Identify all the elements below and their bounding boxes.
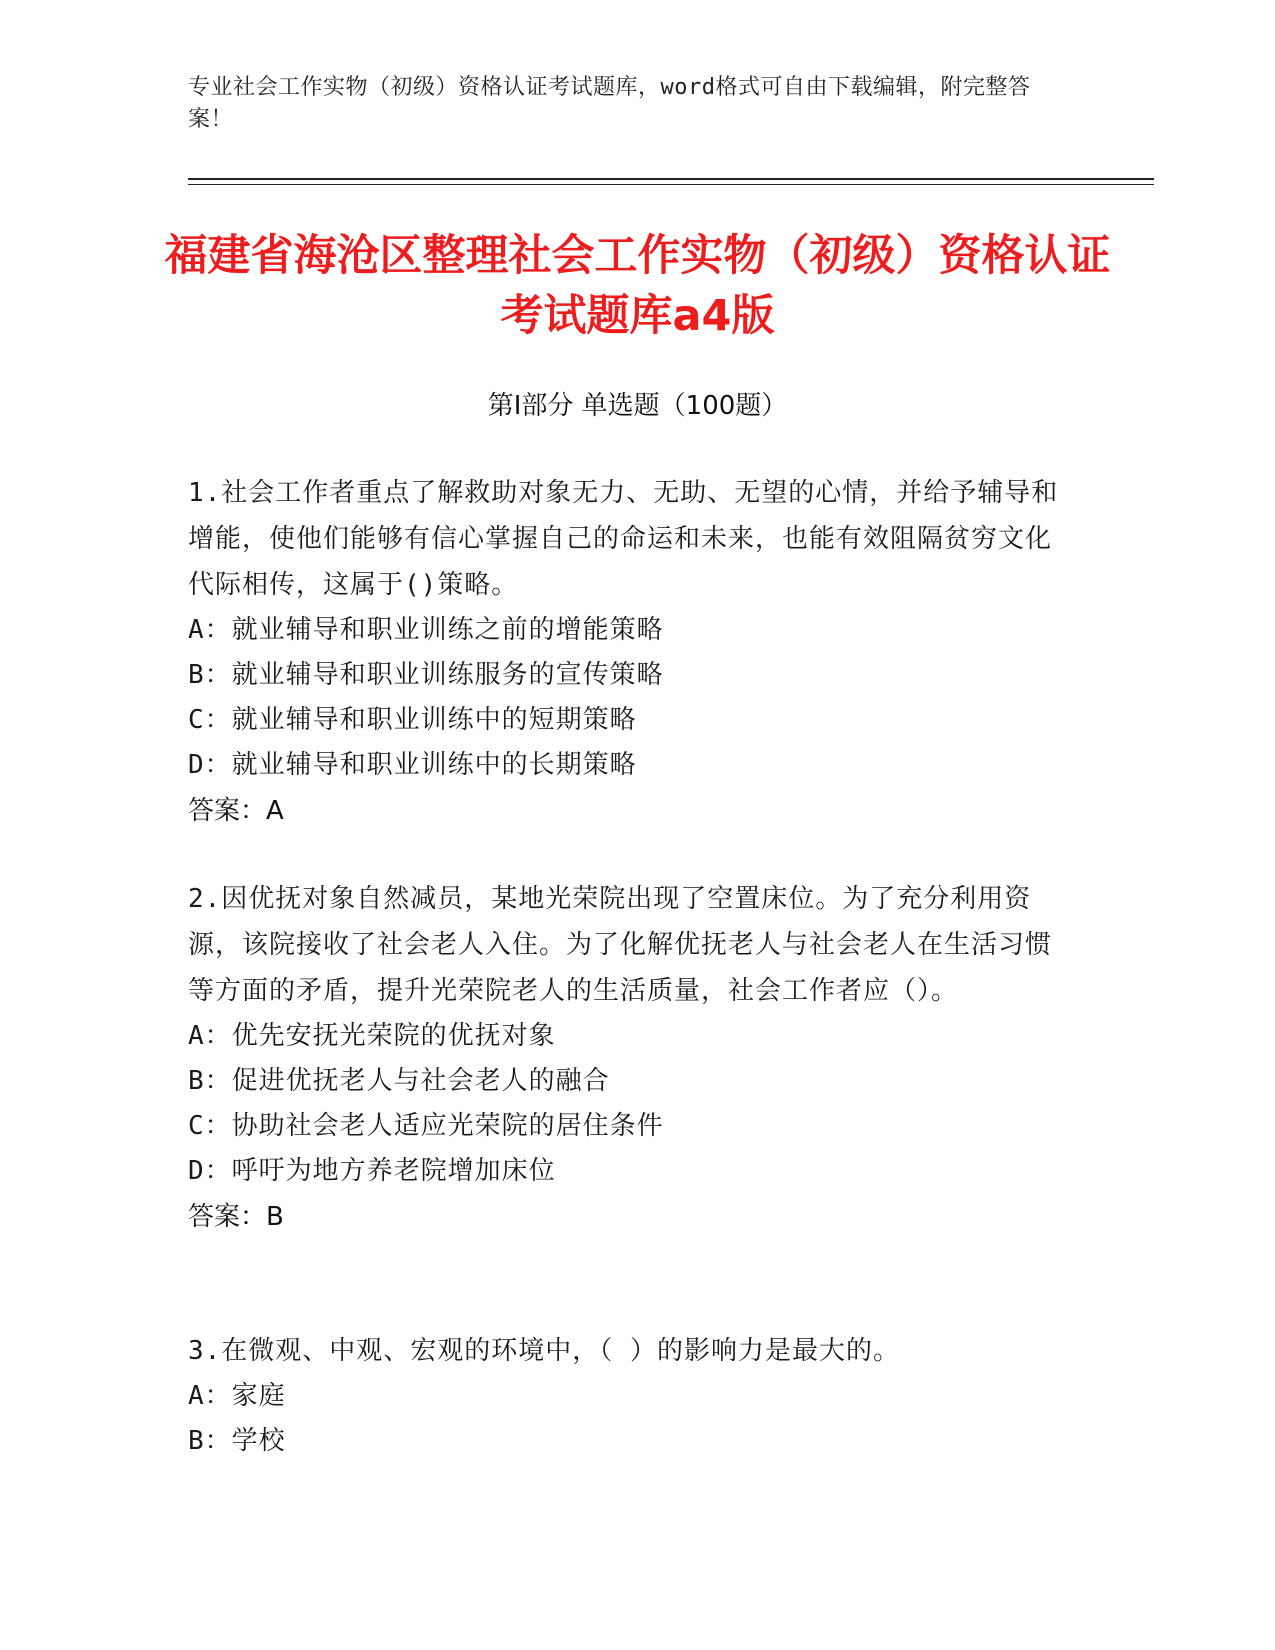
option-a: A：家庭 xyxy=(188,1381,286,1411)
section-title: 第Ⅰ部分 单选题（100题） xyxy=(487,391,788,421)
question-2 xyxy=(188,876,1068,1240)
option-a: A：就业辅导和职业训练之前的增能策略 xyxy=(188,615,664,645)
header-note: 专业社会工作实物（初级）资格认证考试题库，word格式可自由下载编辑，附完整答案！ xyxy=(188,75,1031,132)
header-divider-thin xyxy=(188,184,1154,185)
option-d: D：呼吁为地方养老院增加床位 xyxy=(188,1156,556,1186)
option-b: B：就业辅导和职业训练服务的宣传策略 xyxy=(188,660,664,690)
question-stem: 3.在微观、中观、宏观的环境中，（ ）的影响力是最大的。 xyxy=(188,1336,900,1366)
question-stem: 1.社会工作者重点了解救助对象无力、无助、无望的心情，并给予辅导和增能，使他们能够有信心掌握自己的命运和未来，也能有效阻隔贫穷文化代际相传，这属于()策略。 xyxy=(188,478,1059,600)
question-stem: 2.因优抚对象自然减员，某地光荣院出现了空置床位。为了充分利用资源，该院接收了社会老人入住。为了化解优抚老人与社会老人在生活习惯等方面的矛盾，提升光荣院老人的生活质量，社会工作者应（）。 xyxy=(188,884,1053,1006)
option-c: C：协助社会老人适应光荣院的居住条件 xyxy=(188,1111,664,1141)
option-d: D：就业辅导和职业训练中的长期策略 xyxy=(188,750,637,780)
question-3 xyxy=(188,1328,1068,1464)
option-a: A：优先安抚光荣院的优抚对象 xyxy=(188,1021,556,1051)
option-c: C：就业辅导和职业训练中的短期策略 xyxy=(188,705,637,735)
option-b: B：学校 xyxy=(188,1426,286,1456)
option-b: B：促进优抚老人与社会老人的融合 xyxy=(188,1066,610,1096)
document-title: 福建省海沧区整理社会工作实物（初级）资格认证考试题库a4版 xyxy=(164,231,1111,341)
header-divider-thick xyxy=(188,178,1154,180)
answer: 答案：A xyxy=(188,796,284,826)
answer: 答案：B xyxy=(188,1202,284,1232)
question-1 xyxy=(188,470,1068,834)
